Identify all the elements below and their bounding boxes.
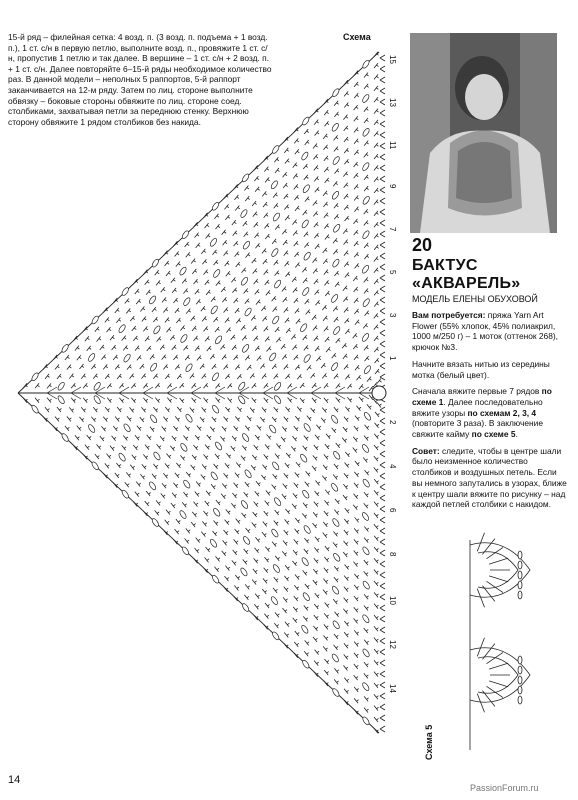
instr-text-4: . — [515, 429, 518, 440]
row-number-label: 6 — [388, 508, 397, 513]
instr-scheme-1: по схеме 1 — [412, 386, 552, 407]
materials-text: пряжа Yarn Art Flower (55% хлопок, 45% полиакрил, 1000 м/250 г) – 1 моток (оттенок 268), крючок №3. — [412, 310, 558, 353]
instr-text-2: . Далее последовательно вяжите узоры — [412, 396, 543, 418]
tip-text: следите, чтобы в центре шали было неизменное количество столбиков и воздушных петель. Если вы немного запутались в узорах, ближе к центру шали вяжите по рисунку – над каждой петлей столбики с накидом. — [412, 445, 567, 510]
instr-text-1: Сначала вяжите первые 7 рядов — [412, 386, 542, 397]
row-number-label: 14 — [388, 684, 397, 693]
article-body — [412, 310, 568, 510]
row-number-label: 9 — [388, 184, 397, 189]
instructions-paragraph — [412, 386, 568, 440]
start-paragraph: Начните вязать нитью из середины мотка (белый цвет). — [412, 358, 550, 380]
row-number-label: 11 — [388, 141, 397, 150]
row-number-label: 13 — [388, 98, 397, 107]
article-author: МОДЕЛЬ ЕЛЕНЫ ОБУХОВОЙ — [412, 294, 538, 304]
tip-label: Совет: — [412, 445, 440, 456]
row-number-label: 5 — [388, 270, 397, 275]
row-number-label: 2 — [388, 420, 397, 425]
scheme-title: Схема — [343, 32, 371, 42]
row-number-label: 4 — [388, 464, 397, 469]
row-number-label: 1 — [388, 356, 397, 361]
row-number-label: 8 — [388, 552, 397, 557]
watermark: PassionForum.ru — [470, 783, 539, 793]
instr-text-3: (повторите 3 раза). В заключение свяжите кайму — [412, 418, 543, 440]
row-number-label: 10 — [388, 596, 397, 605]
row-number-label: 12 — [388, 640, 397, 649]
row-number-label: 15 — [388, 55, 397, 64]
row-number-label: 7 — [388, 227, 397, 232]
tip-paragraph — [412, 446, 568, 510]
diagram-center-ring — [372, 386, 386, 400]
intro-paragraph: 15-й ряд – филейная сетка: 4 возд. п. (3 возд. п. подъема + 1 возд. п.), 1 ст. с/н в первую петлю, выполните возд. п., провяжите 1 ст. с/н, пропустив 1 петлю и так далее. В вершине – 1 ст. с/н + 2 возд. п. + 1 ст. с/н. Далее повторяйте 6–15-й ряды необходимое количество раз. В данной модели – неполных 5 раппортов, 5-й раппорт заканчивается на 12-м ряду. Затем по лиц. стороне выполните обвязку – боковые стороны обвяжите по лиц. стороне соед. столбиками, захватывая петли за переднюю стенку. Верхнюю сторону обвяжите 1 рядом столбиков без накида. — [8, 32, 272, 127]
model-photo — [410, 33, 557, 233]
page-number: 14 — [8, 774, 21, 786]
materials-paragraph — [412, 310, 568, 353]
scheme5-title: Схема 5 — [424, 724, 434, 760]
row-number-label: 3 — [388, 313, 397, 318]
article-title: БАКТУС «АКВАРЕЛЬ» — [412, 257, 521, 292]
instr-scheme-5: по схеме 5 — [471, 429, 516, 440]
article-column — [412, 236, 568, 516]
materials-label: Вам потребуется: — [412, 310, 486, 320]
instr-scheme-2-4: по схемам 2, 3, 4 — [467, 407, 537, 418]
article-number: 20 — [412, 235, 433, 255]
